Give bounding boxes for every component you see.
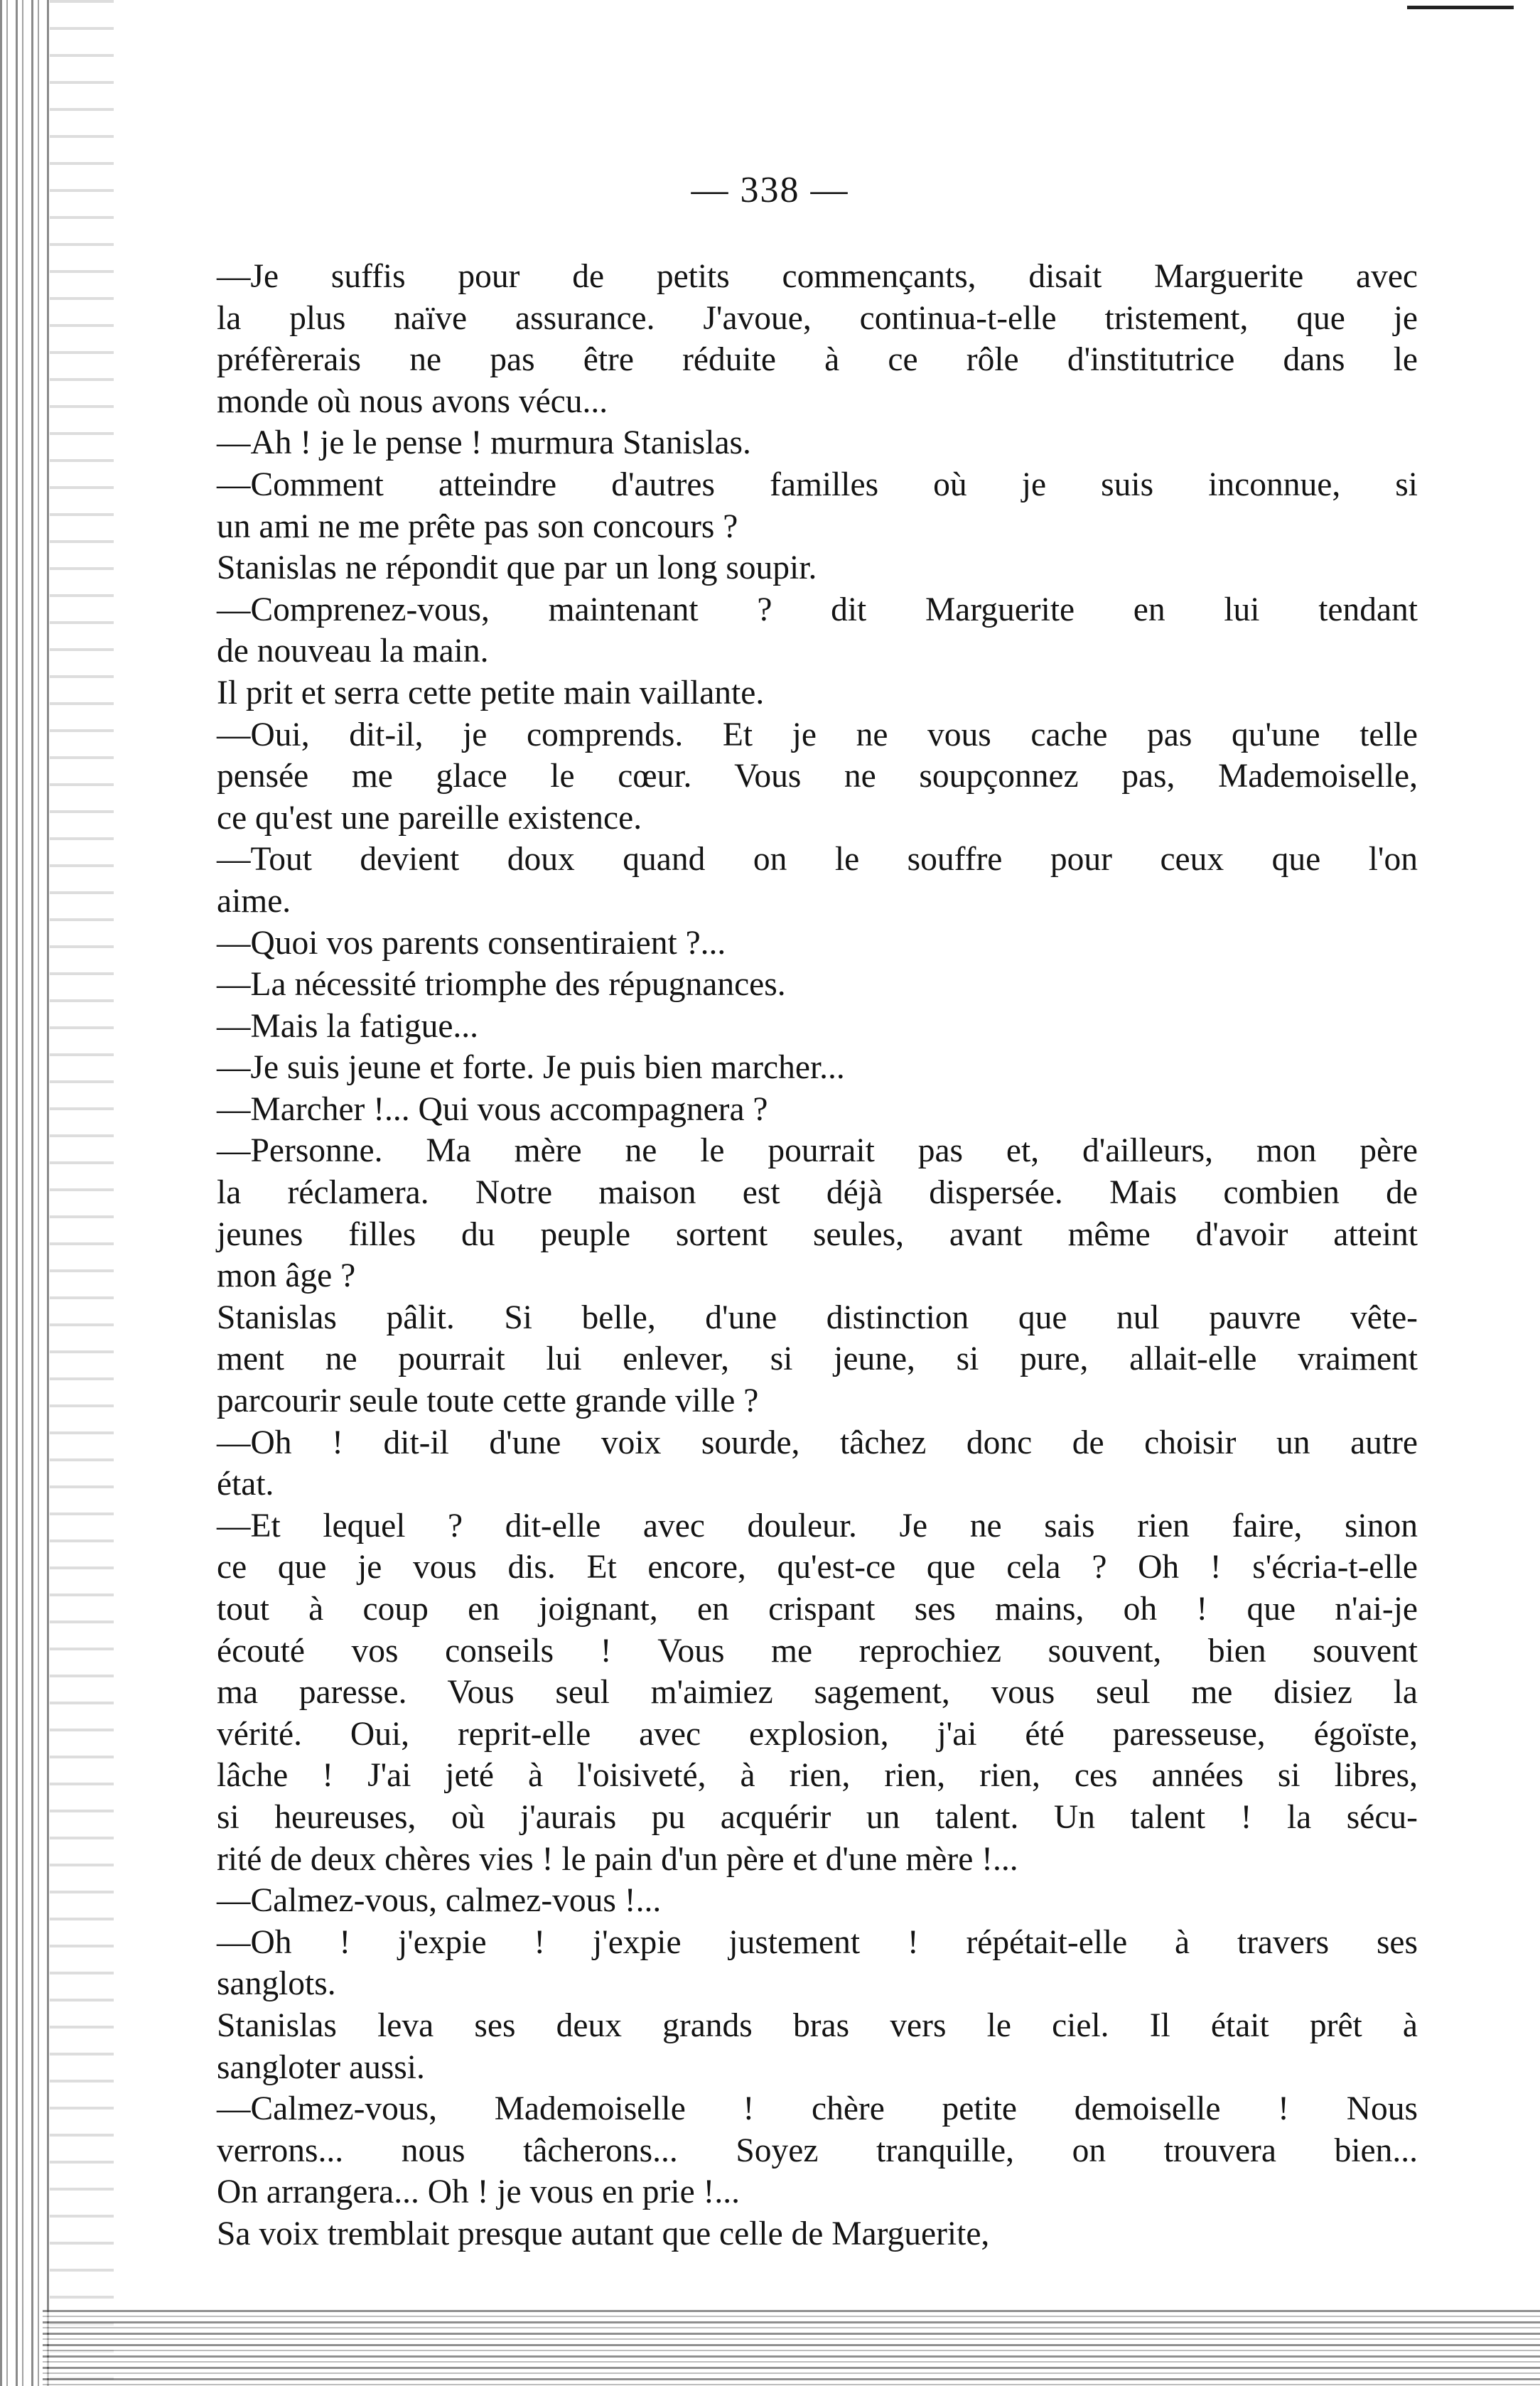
text-line: —La nécessité triomphe des répugnances. (217, 966, 786, 1004)
text-line: —Ah ! je le pense ! murmura Stanislas. (217, 424, 751, 462)
text-line: ce qu'est une pareille existence. (217, 799, 642, 837)
text-line: —Calmez-vous, calmez-vous !... (217, 1882, 662, 1920)
text-line: On arrangera... Oh ! je vous en prie !... (217, 2173, 740, 2211)
text-line: aime. (217, 882, 291, 920)
text-line: —Oh ! dit-il d'une voix sourde, tâchez donc de choisir un autre (217, 1424, 1418, 1461)
text-line: ma paresse. Vous seul m'aimiez sagement, vous seul me disiez la (217, 1674, 1418, 1711)
text-line: sangloter aussi. (217, 2048, 425, 2086)
text-line: sanglots. (217, 1965, 336, 2003)
text-line: —Quoi vos parents consentiraient ?... (217, 924, 726, 962)
text-line: la plus naïve assurance. J'avoue, continua-t-elle tristement, que je (217, 299, 1418, 337)
text-line: —Oh ! j'expie ! j'expie justement ! répétait-elle à travers ses (217, 1923, 1418, 1961)
text-line: jeunes filles du peuple sortent seules, avant même d'avoir atteint (217, 1215, 1418, 1253)
text-line: Sa voix tremblait presque autant que celle de Marguerite, (217, 2215, 990, 2252)
top-edge-mark (1407, 6, 1514, 9)
text-line: —Personne. Ma mère ne le pourrait pas et, d'ailleurs, mon père (217, 1132, 1418, 1170)
text-line: la réclamera. Notre maison est déjà dispersée. Mais combien de (217, 1174, 1418, 1212)
binding-gutter-shadow (0, 0, 50, 2386)
text-line: Stanislas ne répondit que par un long soupir. (217, 549, 817, 587)
text-line: parcourir seule toute cette grande ville ? (217, 1382, 759, 1420)
text-line: vérité. Oui, reprit-elle avec explosion, j'ai été paresseuse, égoïste, (217, 1715, 1418, 1753)
text-line: —Et lequel ? dit-elle avec douleur. Je ne sais rien faire, sinon (217, 1507, 1418, 1544)
text-line: —Marcher !... Qui vous accompagnera ? (217, 1090, 768, 1128)
text-line: de nouveau la main. (217, 633, 489, 670)
text-line: —Mais la fatigue... (217, 1007, 479, 1045)
binding-gutter-speckle (50, 0, 114, 2386)
text-line: —Tout devient doux quand on le souffre pour ceux que l'on (217, 841, 1418, 878)
text-line: mon âge ? (217, 1257, 356, 1295)
text-line: Stanislas pâlit. Si belle, d'une distinction que nul pauvre vête- (217, 1299, 1418, 1336)
text-line: —Je suffis pour de petits commençants, disait Marguerite avec (217, 258, 1418, 295)
text-line: —Comprenez-vous, maintenant ? dit Marguerite en lui tendant (217, 591, 1418, 628)
text-line: tout à coup en joignant, en crispant ses mains, oh ! que n'ai-je (217, 1591, 1418, 1628)
text-line: Stanislas leva ses deux grands bras vers le ciel. Il était prêt à (217, 2006, 1418, 2044)
text-line: —Calmez-vous, Mademoiselle ! chère petite demoiselle ! Nous (217, 2090, 1418, 2128)
page-number: — 338 — (691, 170, 849, 210)
text-line: préfèrerais ne pas être réduite à ce rôle d'institutrice dans le (217, 341, 1418, 379)
text-line: rité de deux chères vies ! le pain d'un père et d'une mère !... (217, 1840, 1018, 1878)
text-line: ment ne pourrait lui enlever, si jeune, si pure, allait-elle vraiment (217, 1340, 1418, 1378)
text-line: —Comment atteindre d'autres familles où je suis inconnue, si (217, 466, 1418, 503)
text-line: verrons... nous tâcherons... Soyez tranquille, on trouvera bien... (217, 2132, 1418, 2169)
text-line: écouté vos conseils ! Vous me reprochiez souvent, bien souvent (217, 1632, 1418, 1670)
bottom-edge-shadow (43, 2310, 1540, 2386)
text-line: ce que je vous dis. Et encore, qu'est-ce que cela ? Oh ! s'écria-t-elle (217, 1549, 1418, 1586)
text-line: un ami ne me prête pas son concours ? (217, 507, 738, 545)
text-line: —Je suis jeune et forte. Je puis bien marcher... (217, 1049, 845, 1087)
text-line: —Oui, dit-il, je comprends. Et je ne vous cache pas qu'une telle (217, 716, 1418, 753)
text-line: pensée me glace le cœur. Vous ne soupçonnez pas, Mademoiselle, (217, 758, 1418, 795)
body-text (217, 256, 1418, 2255)
text-line: monde où nous avons vécu... (217, 382, 608, 420)
text-line: si heureuses, où j'aurais pu acquérir un talent. Un talent ! la sécu- (217, 1798, 1418, 1836)
text-line: état. (217, 1466, 274, 1503)
text-line: Il prit et serra cette petite main vaillante. (217, 674, 765, 711)
text-line: lâche ! J'ai jeté à l'oisiveté, à rien, rien, rien, ces années si libres, (217, 1757, 1418, 1795)
